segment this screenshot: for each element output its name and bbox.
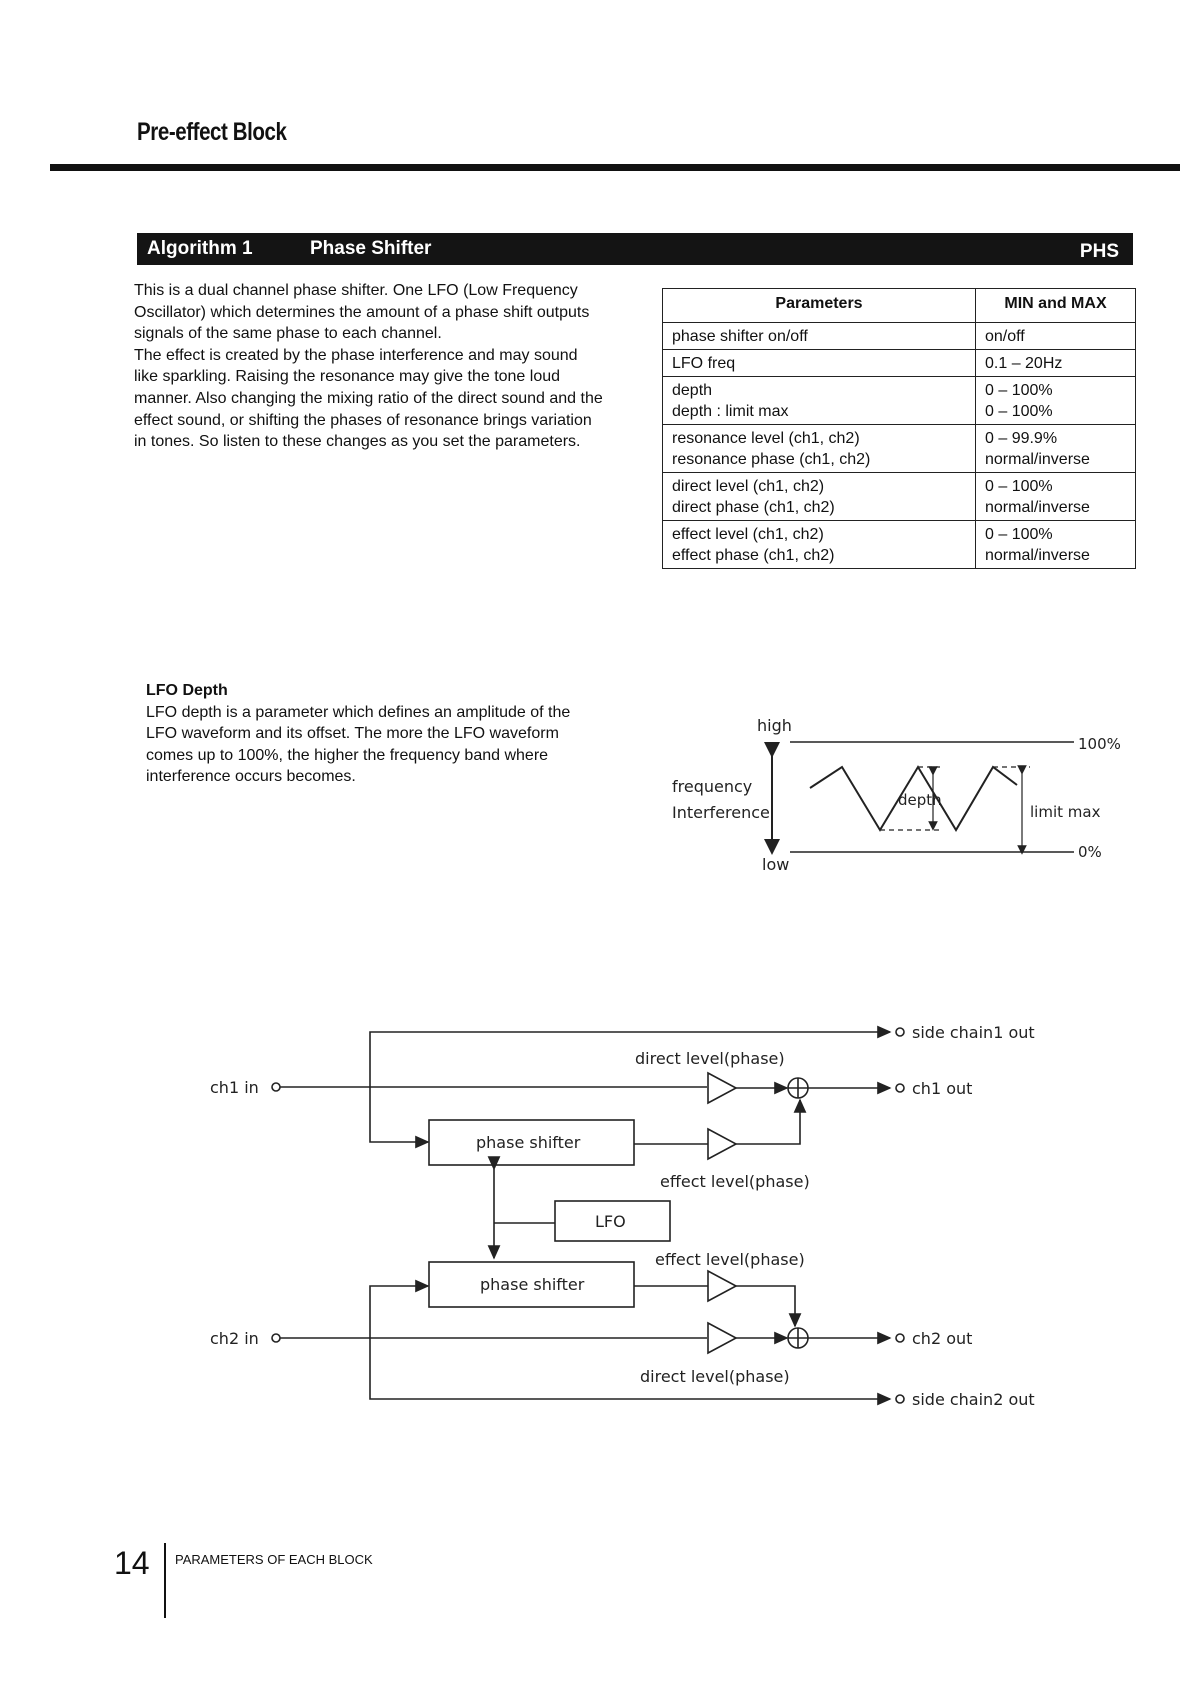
page-number: 14: [114, 1545, 150, 1581]
lfo-depth-heading: LFO Depth: [146, 682, 228, 699]
direct-amp-1: [708, 1073, 736, 1103]
signal-flow-diagram: [180, 1005, 1080, 1435]
label-high: high: [757, 716, 792, 735]
header-min-max: MIN and MAX: [976, 289, 1136, 323]
algorithm-bar: [137, 233, 1133, 265]
table-row: [663, 521, 1136, 569]
label-ch1-in: ch1 in: [210, 1078, 259, 1097]
label-direct-level-bottom: direct level(phase): [640, 1367, 790, 1386]
label-side-chain2-out: side chain2 out: [912, 1390, 1035, 1409]
range-cell: on/off: [976, 323, 1136, 350]
label-phase-shifter-2: phase shifter: [480, 1275, 585, 1294]
ch1-out-terminal: [896, 1084, 904, 1092]
label-side-chain1-out: side chain1 out: [912, 1023, 1035, 1042]
range-cell: 0 – 100% normal/inverse: [976, 473, 1136, 521]
intro-text: [134, 280, 604, 453]
side-chain1-out-terminal: [896, 1028, 904, 1036]
table-row: [663, 350, 1136, 377]
label-effect-level-top: effect level(phase): [660, 1172, 810, 1191]
header-rule: [50, 164, 1180, 171]
ch2-in-terminal: [272, 1334, 280, 1342]
label-depth: depth: [898, 791, 942, 809]
table-row: [663, 377, 1136, 425]
ch2-out-terminal: [896, 1334, 904, 1342]
range-cell: 0 – 100% 0 – 100%: [976, 377, 1136, 425]
param-cell: depth depth : limit max: [663, 377, 976, 425]
param-cell: direct level (ch1, ch2) direct phase (ch1, ch2): [663, 473, 976, 521]
label-low: low: [762, 855, 790, 874]
direct-amp-2: [708, 1323, 736, 1353]
table-row: [663, 425, 1136, 473]
side-chain2-out-terminal: [896, 1395, 904, 1403]
label-frequency: frequency: [672, 777, 753, 796]
parameters-table: [662, 288, 1136, 569]
range-cell: 0 – 99.9% normal/inverse: [976, 425, 1136, 473]
effect-amp-1: [708, 1129, 736, 1159]
label-lfo: LFO: [595, 1212, 626, 1231]
label-ch2-out: ch2 out: [912, 1329, 973, 1348]
intro-paragraph-1: This is a dual channel phase shifter. One LFO (Low Frequency Oscillator) which determines the amount of a phase shift outputs signals of the same phase to each channel.: [134, 282, 590, 343]
header-parameters: Parameters: [663, 289, 976, 323]
footer-divider: [164, 1543, 166, 1618]
label-0: 0%: [1078, 843, 1102, 861]
ch1-in-terminal: [272, 1083, 280, 1091]
param-cell: phase shifter on/off: [663, 323, 976, 350]
lfo-depth-body: LFO depth is a parameter which defines an amplitude of the LFO waveform and its offset. The more the LFO waveform comes up to 100%, the higher the frequency band where interference occurs becomes.: [146, 703, 571, 786]
intro-paragraph-2: The effect is created by the phase interference and may sound like sparkling. Raising the resonance may give the tone loud manner. Also changing the mixing ratio of the direct sound and the effect sound, or shifting the phases of resonance brings variation in tones. So listen to these changes as you set the parameters.: [134, 346, 603, 451]
param-cell: LFO freq: [663, 350, 976, 377]
label-ch1-out: ch1 out: [912, 1079, 973, 1098]
table-header-row: [663, 289, 1136, 323]
lfo-depth-section: [146, 680, 596, 788]
label-limit-max: limit max: [1030, 803, 1101, 821]
param-cell: resonance level (ch1, ch2) resonance phase (ch1, ch2): [663, 425, 976, 473]
label-effect-level-bottom: effect level(phase): [655, 1250, 805, 1269]
label-100: 100%: [1078, 735, 1121, 753]
footer-label: PARAMETERS OF EACH BLOCK: [175, 1552, 373, 1567]
label-interference: Interference: [672, 803, 770, 822]
range-cell: 0 – 100% normal/inverse: [976, 521, 1136, 569]
label-direct-level-top: direct level(phase): [635, 1049, 785, 1068]
table-row: [663, 473, 1136, 521]
lfo-depth-diagram: [660, 705, 1140, 890]
algorithm-name: Phase Shifter: [310, 238, 432, 259]
table-row: [663, 323, 1136, 350]
range-cell: 0.1 – 20Hz: [976, 350, 1136, 377]
label-phase-shifter-1: phase shifter: [476, 1133, 581, 1152]
section-title: Pre-effect Block: [137, 118, 287, 146]
label-ch2-in: ch2 in: [210, 1329, 259, 1348]
effect-amp-2: [708, 1271, 736, 1301]
param-cell: effect level (ch1, ch2) effect phase (ch1, ch2): [663, 521, 976, 569]
algorithm-code: PHS: [1079, 241, 1119, 262]
algorithm-number: Algorithm 1: [147, 238, 253, 259]
